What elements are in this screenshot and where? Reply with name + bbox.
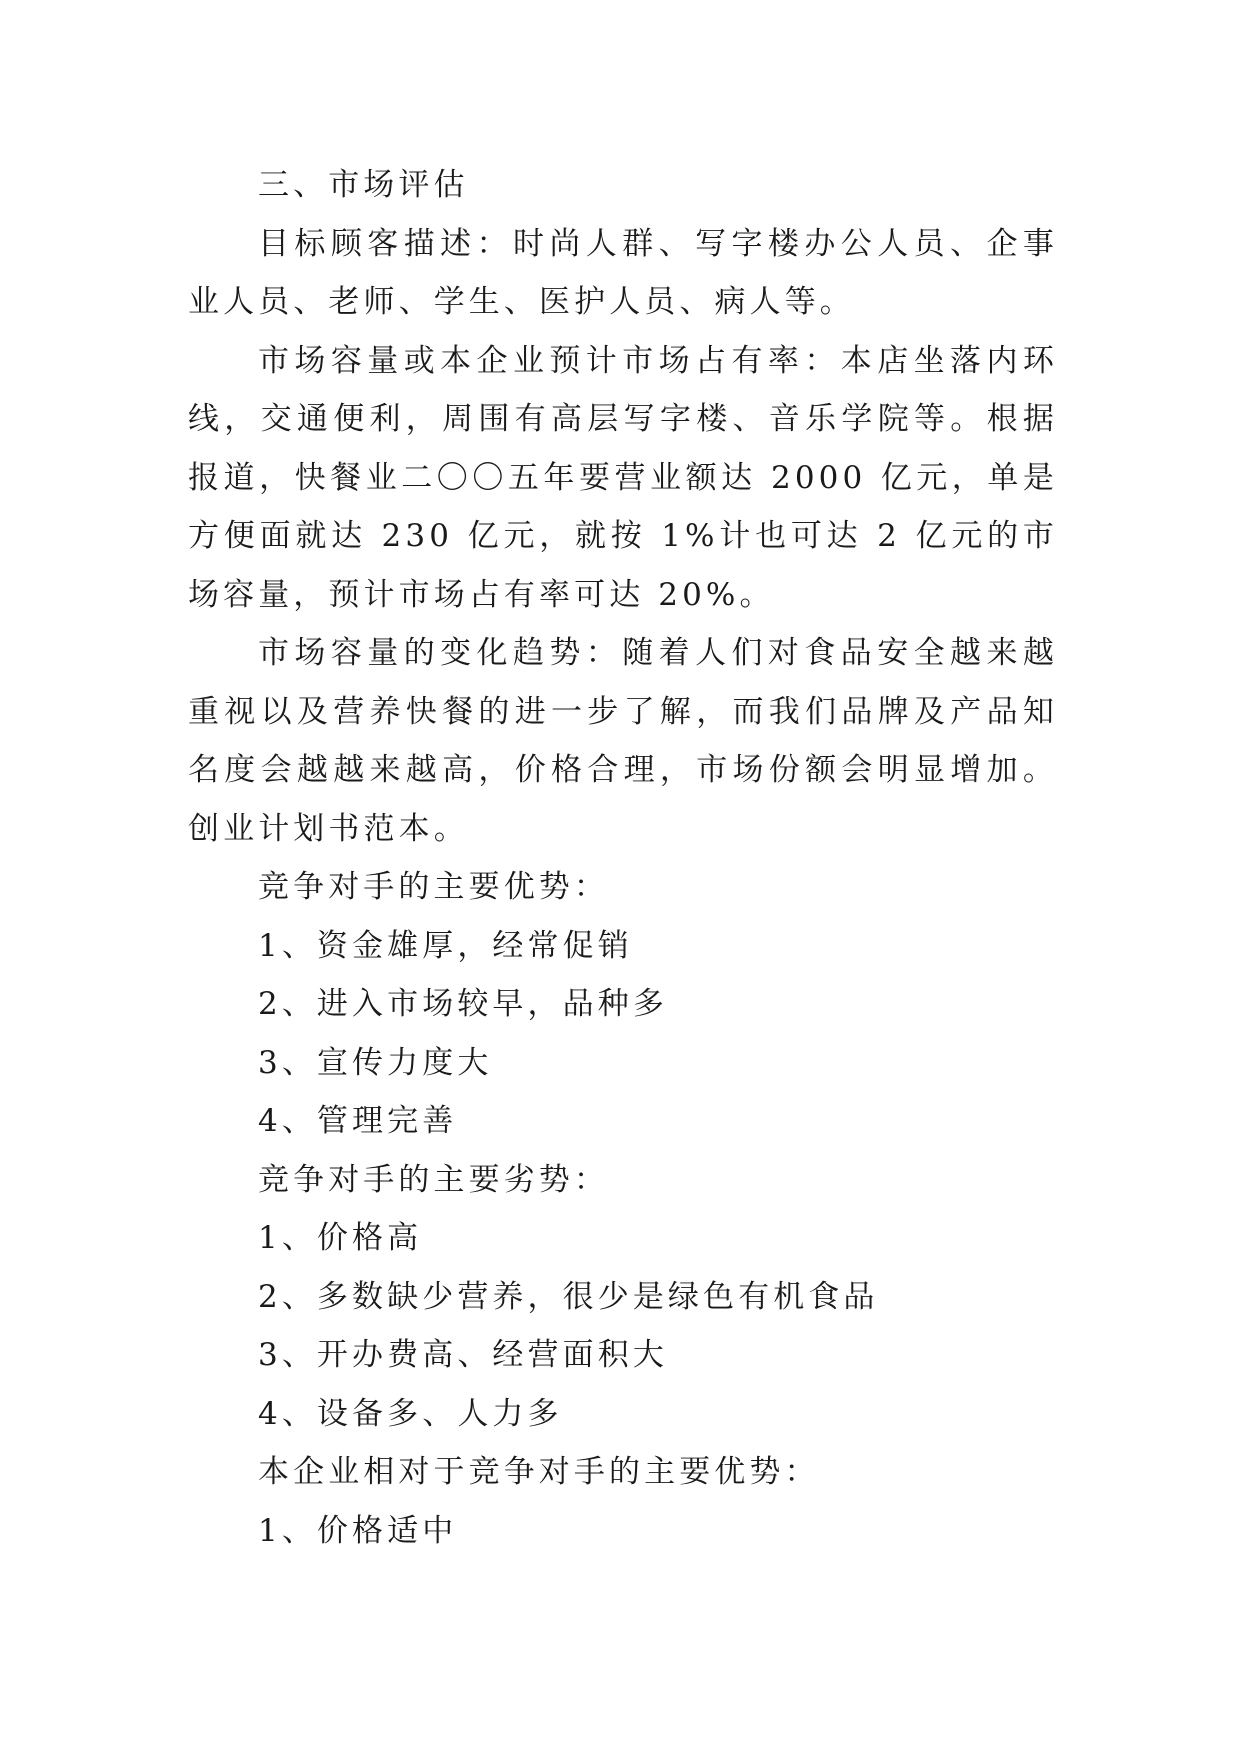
list-item: 3、开办费高、经营面积大 (258, 1337, 668, 1373)
our-advantages-heading: 本企业相对于竞争对手的主要优势： (258, 1454, 820, 1490)
competitor-strengths-heading: 竞争对手的主要优势： (258, 869, 609, 905)
paragraph-target-customers: 目标顾客描述：时尚人群、写字楼办公人员、企事业人员、老师、学生、医护人员、病人等。 (188, 225, 1058, 320)
paragraph-market-trend: 市场容量的变化趋势：随着人们对食品安全越来越重视以及营养快餐的进一步了解，而我们品牌及产品知名度会越越来越高，价格合理，市场份额会明显增加。创业计划书范本。 (188, 635, 1058, 847)
list-item: 1、价格适中 (258, 1512, 458, 1549)
list-item: 2、进入市场较早，品种多 (258, 986, 668, 1022)
list-item: 1、资金雄厚，经常促销 (258, 927, 633, 964)
list-item: 4、设备多、人力多 (258, 1395, 563, 1432)
competitor-weaknesses-heading: 竞争对手的主要劣势： (258, 1161, 609, 1198)
list-item: 2、多数缺少营养，很少是绿色有机食品 (258, 1278, 879, 1315)
list-item: 4、管理完善 (258, 1103, 458, 1139)
list-item: 1、价格高 (258, 1220, 423, 1256)
document-body (188, 156, 1058, 1560)
section-heading: 三、市场评估 (258, 167, 469, 203)
paragraph-market-capacity: 市场容量或本企业预计市场占有率：本店坐落内环线，交通便利，周围有高层写字楼、音乐学院等。根据报道，快餐业二〇〇五年要营业额达 2000 亿元，单是方便面就达 230 亿元，就按 1%计也可达 2 亿元的市场容量，预计市场占有率可达 20%。 (188, 342, 1058, 613)
list-item: 3、宣传力度大 (258, 1044, 493, 1081)
